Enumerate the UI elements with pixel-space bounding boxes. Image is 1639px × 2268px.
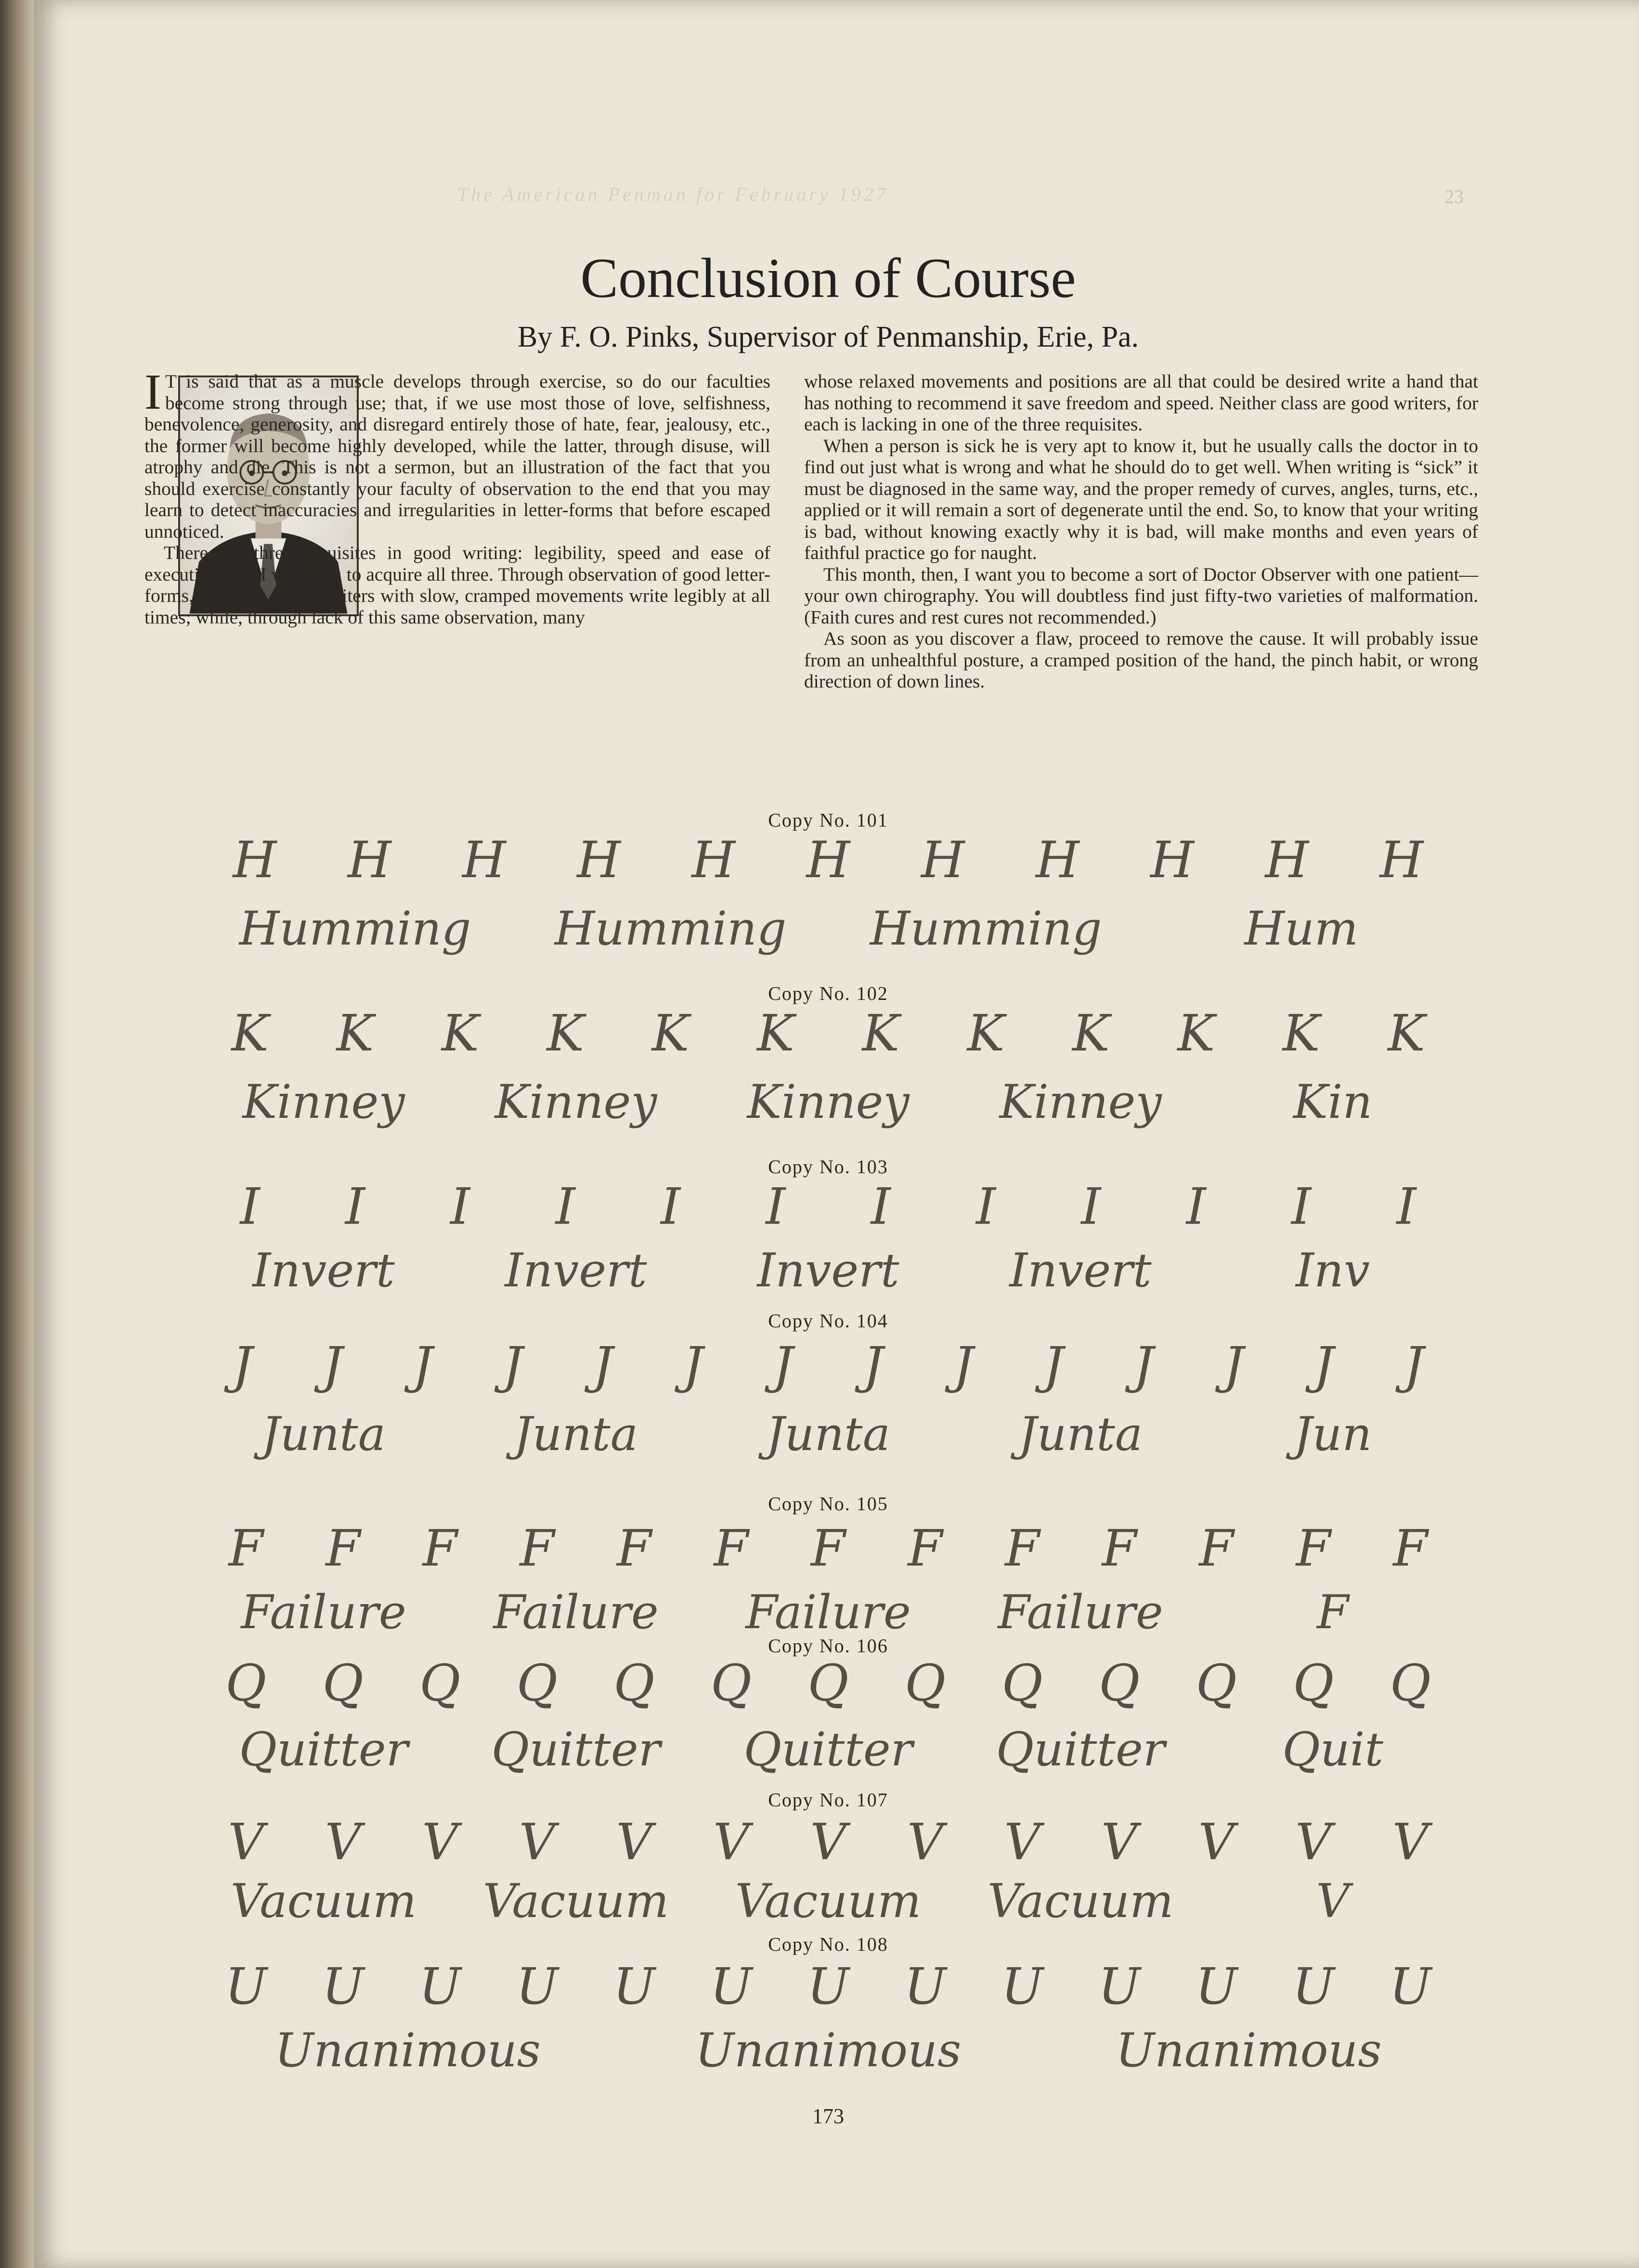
script-drill-svg — [197, 1815, 1459, 1873]
script-letter: I — [1291, 1179, 1312, 1236]
script-letter: F — [1102, 1521, 1137, 1578]
right-column-paragraph-2: When a person is sick he is very apt to know it, but he usually calls the doctor in to find out just what is wrong and what he should do to get well. When writing is “sick” it must be diagnosed in the same way, and the proper remedy of curves, angles, turns, etc., applied or it will remain a sort of degenerate until the end. So, to know that your writing is bad, without knowing exactly why it is bad, will make months and even years of faithful practice go for naught. — [804, 435, 1478, 563]
script-letter: Q — [904, 1656, 946, 1712]
script-letter: H — [806, 833, 850, 889]
script-letter: F — [908, 1521, 943, 1578]
script-word: Inv — [1296, 1244, 1370, 1297]
script-letter: V — [1198, 1815, 1235, 1871]
script-letter: I — [1081, 1179, 1101, 1236]
script-word-row — [197, 1406, 1459, 1464]
opening-paragraph-text: T is said that as a muscle develops through exercise, so do our faculties become strong through use; that, if we use most those of love, selfishness, benevolence, generosity, and disregard entirely those of hate, fear, jealousy, etc., the former will become highly developed, while the latter, through disuse, will atrophy and die. This is not a sermon, but an illustration of the fact that you should exercise constantly your faculty of observation to the end that you may learn to detect inaccuracies and irregularities in letter-forms that before escaped unnoticed. — [144, 371, 770, 542]
script-word: Failure — [998, 1585, 1163, 1639]
script-drill-svg — [197, 900, 1459, 958]
script-letter: Q — [1002, 1656, 1043, 1712]
script-letter: J — [593, 1338, 613, 1395]
script-word: Jun — [1293, 1407, 1372, 1461]
script-letter-row — [197, 1959, 1459, 2017]
script-word: Junta — [514, 1407, 638, 1461]
script-word-row — [197, 900, 1459, 958]
script-letter: F — [520, 1521, 555, 1578]
script-letter: Q — [613, 1656, 655, 1712]
script-letter: U — [904, 1959, 947, 2016]
script-word: Kinney — [494, 1075, 657, 1129]
script-letter: U — [1001, 1959, 1043, 2016]
script-letter: U — [1292, 1959, 1335, 2016]
script-letter: H — [1379, 833, 1424, 889]
script-letter: J — [232, 1338, 253, 1395]
script-letter: K — [1282, 1006, 1320, 1063]
script-word: Invert — [252, 1244, 395, 1297]
script-letter: J — [773, 1338, 793, 1395]
script-letter: I — [240, 1179, 260, 1236]
script-letter: V — [1392, 1815, 1429, 1871]
script-letter: V — [228, 1815, 264, 1871]
script-word: Quit — [1282, 1723, 1383, 1776]
copy-label-101: Copy No. 101 — [768, 809, 888, 831]
script-letter: H — [921, 833, 965, 889]
script-letter: H — [1150, 833, 1194, 889]
script-letter: Q — [516, 1656, 558, 1712]
script-letter: U — [613, 1959, 655, 2016]
script-drill-svg — [197, 1584, 1459, 1642]
script-letter: F — [228, 1521, 263, 1578]
script-letter: K — [756, 1006, 794, 1063]
script-word: Vacuum — [482, 1874, 669, 1928]
script-letter: H — [1036, 833, 1080, 889]
script-drill-svg — [197, 1179, 1459, 1237]
left-column-paragraph-2: There are three requisites in good writing: legibility, speed and ease of execution, and I want you to acquire all three. Through observation of good letter-forms, however, many writers with slow, cramped movements write legibly at all times; while, through lack of this same observation, many — [144, 542, 770, 628]
script-letter: H — [462, 833, 506, 889]
script-letter: I — [766, 1179, 786, 1236]
script-letter: Q — [710, 1656, 752, 1712]
script-letter: U — [516, 1959, 559, 2016]
script-word: Kinney — [999, 1075, 1162, 1129]
right-column-paragraph-4: As soon as you discover a flaw, proceed to remove the cause. It will probably issue from an unhealthful posture, a cramped position of the hand, the pinch habit, or wrong direction of down lines. — [804, 628, 1478, 692]
script-letter: J — [413, 1338, 433, 1395]
script-word: Quitter — [491, 1723, 661, 1776]
right-column-paragraph-1: whose relaxed movements and positions are all that could be desired write a hand that has nothing to recommend it save freedom and speed. Neither class are good writers, for each is lacking in one of the three requisites. — [804, 371, 1478, 435]
article-left-column — [144, 363, 770, 628]
script-letter: U — [1098, 1959, 1141, 2016]
script-word: Junta — [1018, 1407, 1143, 1461]
script-letter: H — [233, 833, 277, 889]
script-letter: F — [616, 1521, 651, 1578]
script-word: Invert — [1009, 1244, 1152, 1297]
copy-label-108: Copy No. 108 — [768, 1933, 888, 1955]
script-letter: U — [1195, 1959, 1238, 2016]
article-byline: By F. O. Pinks, Supervisor of Penmanship, Erie, Pa. — [517, 321, 1139, 353]
script-letter-row — [197, 1338, 1459, 1396]
script-letter: U — [807, 1959, 849, 2016]
script-letter: K — [336, 1006, 374, 1063]
script-letter: F — [1393, 1521, 1428, 1578]
script-drill-svg — [197, 833, 1459, 891]
script-word: Failure — [241, 1585, 406, 1639]
script-word: Humming — [239, 902, 471, 956]
script-letter: U — [710, 1959, 753, 2016]
script-letter: Q — [1293, 1656, 1334, 1712]
script-word: V — [1316, 1874, 1350, 1928]
script-drill-svg — [197, 1959, 1459, 2017]
script-letter: J — [683, 1338, 703, 1395]
script-letter: Q — [807, 1656, 849, 1712]
script-letter: F — [810, 1521, 846, 1578]
script-letter: J — [863, 1338, 884, 1395]
script-letter: U — [224, 1959, 267, 2016]
script-word: F — [1316, 1585, 1349, 1639]
script-letter: V — [810, 1815, 846, 1871]
script-letter: H — [347, 833, 391, 889]
script-letter: Q — [225, 1656, 267, 1712]
script-letter: Q — [1390, 1656, 1431, 1712]
script-word-row — [197, 1721, 1459, 1779]
book-binding — [0, 0, 34, 2268]
script-word-row — [197, 2022, 1459, 2080]
script-drill-svg — [197, 2022, 1459, 2080]
script-letter: K — [441, 1006, 479, 1063]
article-title: Conclusion of Course — [580, 246, 1076, 310]
script-letter-row — [197, 1656, 1459, 1714]
script-letter: V — [422, 1815, 458, 1871]
script-drill-svg — [197, 1873, 1459, 1931]
script-word: Junta — [766, 1407, 890, 1461]
script-letter: I — [450, 1179, 470, 1236]
script-letter: K — [1177, 1006, 1215, 1063]
script-drill-svg — [197, 1242, 1459, 1300]
script-letter: H — [1265, 833, 1309, 889]
script-letter: K — [862, 1006, 900, 1063]
script-letter: J — [322, 1338, 343, 1395]
script-letter: V — [616, 1815, 652, 1871]
script-drill-svg — [197, 1656, 1459, 1714]
script-letter-row — [197, 1521, 1459, 1579]
script-letter-row — [197, 833, 1459, 891]
script-drill-svg — [197, 1338, 1459, 1396]
script-letter: J — [1314, 1338, 1334, 1395]
script-word-row — [197, 1873, 1459, 1931]
script-letter: I — [660, 1179, 681, 1236]
script-letter: I — [345, 1179, 365, 1236]
right-column-paragraph-3: This month, then, I want you to become a sort of Doctor Observer with one patient—your own chirography. You will doubtless find just fifty-two varieties of malformation. (Faith cures and rest cures not recommended.) — [804, 563, 1478, 628]
script-word: Humming — [554, 902, 787, 956]
script-letter: V — [907, 1815, 944, 1871]
drop-cap: I — [144, 363, 161, 420]
script-letter: V — [1004, 1815, 1041, 1871]
page-number: 173 — [812, 2104, 844, 2128]
script-word: Failure — [493, 1585, 659, 1639]
script-letter-row — [197, 1006, 1459, 1064]
script-drill-svg — [197, 1721, 1459, 1779]
script-letter: F — [714, 1521, 749, 1578]
script-letter: I — [871, 1179, 891, 1236]
script-word: Quitter — [996, 1723, 1165, 1776]
script-word: Unanimous — [274, 2023, 541, 2077]
script-drill-svg — [197, 1006, 1459, 1064]
script-letter: F — [422, 1521, 457, 1578]
script-letter: F — [1296, 1521, 1331, 1578]
magazine-page — [34, 0, 1639, 2268]
script-letter: K — [231, 1006, 269, 1063]
script-drill-svg — [197, 1521, 1459, 1579]
script-drill-svg — [197, 1074, 1459, 1131]
script-word: Unanimous — [1116, 2023, 1382, 2077]
script-letter: V — [1101, 1815, 1138, 1871]
script-word: Unanimous — [695, 2023, 962, 2077]
bleed-through-header: The American Penman for February 1927 — [457, 183, 889, 205]
script-letter: V — [325, 1815, 361, 1871]
script-word: Invert — [757, 1244, 899, 1297]
script-letter: K — [967, 1006, 1005, 1063]
script-letter: J — [1404, 1338, 1424, 1395]
script-letter: H — [691, 833, 736, 889]
script-letter: K — [546, 1006, 585, 1063]
script-word: Hum — [1244, 902, 1358, 956]
bleed-through-page-number: 23 — [1444, 186, 1464, 207]
script-letter: J — [953, 1338, 974, 1395]
copy-label-102: Copy No. 102 — [768, 983, 888, 1004]
script-letter: J — [1223, 1338, 1244, 1395]
script-letter: U — [418, 1959, 461, 2016]
script-word: Vacuum — [735, 1874, 922, 1928]
script-letter-row — [197, 1815, 1459, 1873]
script-letter: J — [1043, 1338, 1064, 1395]
script-letter: V — [519, 1815, 555, 1871]
copy-label-107: Copy No. 107 — [768, 1789, 888, 1811]
script-word: Kinney — [242, 1075, 405, 1129]
copy-label-104: Copy No. 104 — [768, 1310, 888, 1332]
script-letter: Q — [322, 1656, 364, 1712]
script-letter: Q — [419, 1656, 461, 1712]
copy-label-105: Copy No. 105 — [768, 1493, 888, 1515]
script-letter: U — [322, 1959, 364, 2016]
script-letter: K — [1387, 1006, 1425, 1063]
script-word: Failure — [745, 1585, 911, 1639]
script-letter: F — [1199, 1521, 1234, 1578]
script-letter: V — [713, 1815, 750, 1871]
script-letter: U — [1389, 1959, 1432, 2016]
script-letter: I — [1396, 1179, 1417, 1236]
script-word-row — [197, 1074, 1459, 1131]
script-word: Vacuum — [987, 1874, 1174, 1928]
script-word: Kinney — [747, 1075, 910, 1129]
script-letter: V — [1295, 1815, 1332, 1871]
script-word-row — [197, 1242, 1459, 1300]
script-word: Quitter — [239, 1723, 408, 1776]
script-word: Humming — [870, 902, 1102, 956]
script-letter: F — [1005, 1521, 1040, 1578]
script-letter: F — [325, 1521, 361, 1578]
left-column-opening-paragraph — [144, 363, 770, 542]
script-letter: J — [503, 1338, 523, 1395]
script-letter: I — [555, 1179, 575, 1236]
script-word: Invert — [505, 1244, 647, 1297]
article-right-column — [804, 371, 1478, 692]
copy-label-106: Copy No. 106 — [768, 1635, 888, 1657]
script-letter: H — [577, 833, 621, 889]
script-drill-svg — [197, 1406, 1459, 1464]
script-letter: Q — [1098, 1656, 1140, 1712]
script-letter: K — [1072, 1006, 1110, 1063]
script-word: Vacuum — [230, 1874, 417, 1928]
script-word: Junta — [261, 1407, 386, 1461]
copy-label-103: Copy No. 103 — [768, 1156, 888, 1178]
script-letter: Q — [1196, 1656, 1237, 1712]
script-word: Kin — [1293, 1075, 1373, 1129]
script-word-row — [197, 1584, 1459, 1642]
script-word: Quitter — [743, 1723, 913, 1776]
script-letter: K — [651, 1006, 689, 1063]
script-letter: I — [1186, 1179, 1206, 1236]
script-letter: J — [1133, 1338, 1154, 1395]
script-letter: I — [976, 1179, 996, 1236]
script-letter-row — [197, 1179, 1459, 1237]
